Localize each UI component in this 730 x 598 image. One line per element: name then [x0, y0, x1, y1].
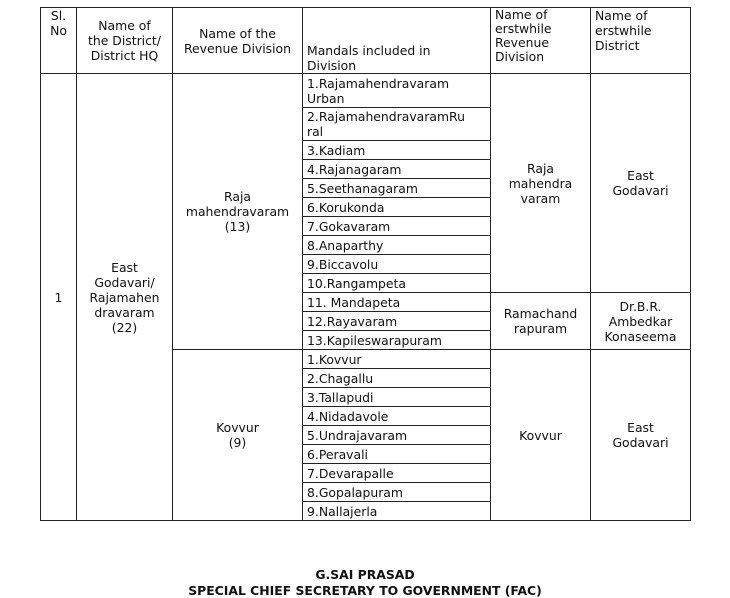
mandal-cell: 5.Seethanagaram — [303, 179, 491, 198]
district-name-cell: East Godavari/ Rajamahen dravaram (22) — [77, 74, 173, 521]
mandals-table — [40, 7, 691, 521]
mandal-cell: 5.Undrajavaram — [303, 426, 491, 445]
mandal-cell: 6.Korukonda — [303, 198, 491, 217]
erstwhile-district-cell: East Godavari — [591, 350, 691, 521]
signatory-designation: SPECIAL CHIEF SECRETARY TO GOVERNMENT (FAC) — [188, 583, 542, 598]
mandal-cell: 9.Biccavolu — [303, 255, 491, 274]
mandal-cell: 11. Mandapeta — [303, 293, 491, 312]
erstwhile-division-cell: Raja mahendra varam — [491, 74, 591, 293]
header-sl-no: Sl. No — [41, 8, 77, 74]
erstwhile-district-cell: East Godavari — [591, 74, 691, 293]
erstwhile-division-cell: Ramachand rapuram — [491, 293, 591, 350]
mandal-cell: 3.Tallapudi — [303, 388, 491, 407]
mandal-cell: 2.RajamahendravaramRu ral — [303, 108, 491, 141]
signatory-name: G.SAI PRASAD — [315, 567, 415, 582]
erstwhile-division-cell: Kovvur — [491, 350, 591, 521]
mandal-cell: 13.Kapileswarapuram — [303, 331, 491, 350]
table-row — [41, 74, 691, 108]
header-row — [41, 8, 691, 74]
mandal-cell: 8.Gopalapuram — [303, 483, 491, 502]
sl-no-cell: 1 — [41, 74, 77, 521]
mandal-cell: 4.Rajanagaram — [303, 160, 491, 179]
mandal-cell: 12.Rayavaram — [303, 312, 491, 331]
mandal-cell: 6.Peravali — [303, 445, 491, 464]
header-district: Name of the District/ District HQ — [77, 8, 173, 74]
revenue-division-cell: Raja mahendravaram (13) — [173, 74, 303, 350]
mandal-cell: 7.Devarapalle — [303, 464, 491, 483]
header-erstwhile-division: Name of erstwhile Revenue Division — [491, 8, 591, 74]
mandal-cell: 8.Anaparthy — [303, 236, 491, 255]
mandal-cell: 1.Rajamahendravaram Urban — [303, 74, 491, 108]
mandal-cell: 3.Kadiam — [303, 141, 491, 160]
header-revenue-division: Name of the Revenue Division — [173, 8, 303, 74]
mandal-cell: 4.Nidadavole — [303, 407, 491, 426]
mandal-cell: 10.Rangampeta — [303, 274, 491, 293]
revenue-division-cell: Kovvur (9) — [173, 350, 303, 521]
mandal-cell: 9.Nallajerla — [303, 502, 491, 521]
mandal-cell: 1.Kovvur — [303, 350, 491, 369]
header-erstwhile-district: Name of erstwhile District — [591, 8, 691, 74]
header-mandals: Mandals included in Division — [303, 8, 491, 74]
mandal-cell: 2.Chagallu — [303, 369, 491, 388]
erstwhile-district-cell: Dr.B.R. Ambedkar Konaseema — [591, 293, 691, 350]
mandal-cell: 7.Gokavaram — [303, 217, 491, 236]
